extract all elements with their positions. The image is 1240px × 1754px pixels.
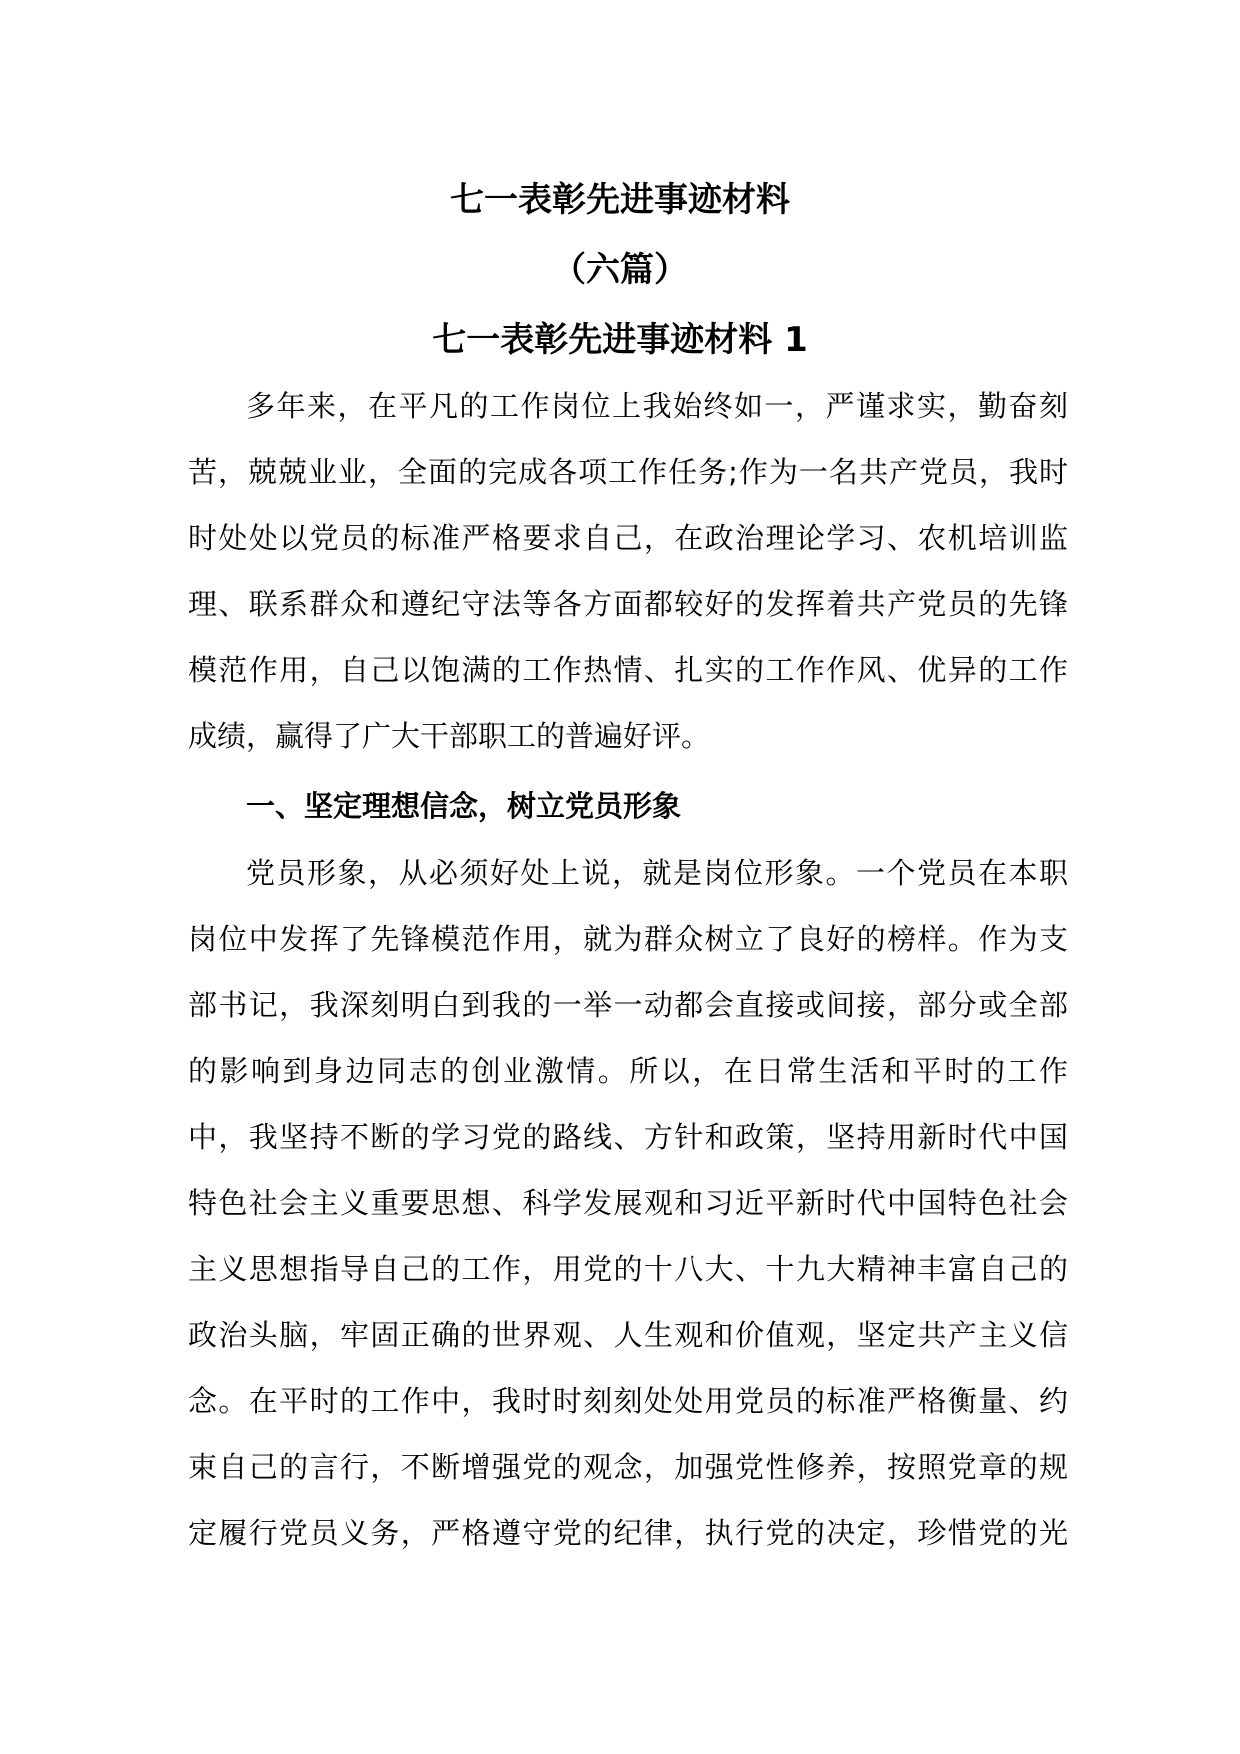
document-subtitle: （六篇） — [552, 250, 688, 290]
paragraph-line: 政治头脑，牢固正确的世界观、人生观和价值观，坚定共产主义信 — [188, 1318, 1068, 1352]
paragraph-line: 时处处以党员的标准严格要求自己，在政治理论学习、农机培训监 — [188, 521, 1068, 555]
paragraph-line: 模范作用，自己以饱满的工作热情、扎实的工作作风、优异的工作 — [188, 653, 1068, 687]
paragraph-2 — [188, 851, 1068, 1577]
document-title: 七一表彰先进事迹材料 — [450, 180, 790, 220]
paragraph-line: 岗位中发挥了先锋模范作用，就为群众树立了良好的榜样。作为支 — [188, 922, 1068, 956]
paragraph-line: 主义思想指导自己的工作，用党的十八大、十九大精神丰富自己的 — [188, 1252, 1068, 1286]
paragraph-line: 多年来，在平凡的工作岗位上我始终如一，严谨求实，勤奋刻 — [246, 389, 1068, 423]
paragraph-line: 苦，兢兢业业，全面的完成各项工作任务;作为一名共产党员，我时 — [188, 455, 1068, 489]
paragraph-line: 特色社会主义重要思想、科学发展观和习近平新时代中国特色社会 — [188, 1186, 1068, 1220]
paragraph-line: 的影响到身边同志的创业激情。所以，在日常生活和平时的工作 — [188, 1054, 1068, 1088]
section-heading: 一、坚定理想信念，树立党员形象 — [246, 789, 682, 823]
paragraph-line: 党员形象，从必须好处上说，就是岗位形象。一个党员在本职 — [246, 856, 1068, 890]
part-title: 七一表彰先进事迹材料 1 — [432, 320, 808, 360]
paragraph-line: 部书记，我深刻明白到我的一举一动都会直接或间接，部分或全部 — [188, 988, 1068, 1022]
paragraph-line: 中，我坚持不断的学习党的路线、方针和政策，坚持用新时代中国 — [188, 1120, 1068, 1154]
section-heading-block — [188, 784, 1068, 828]
paragraph-line: 理、联系群众和遵纪守法等各方面都较好的发挥着共产党员的先锋 — [188, 587, 1068, 621]
paragraph-line: 念。在平时的工作中，我时时刻刻处处用党员的标准严格衡量、约 — [188, 1384, 1068, 1418]
paragraph-line: 束自己的言行，不断增强党的观念，加强党性修养，按照党章的规 — [188, 1450, 1068, 1484]
paragraph-line: 定履行党员义务，严格遵守党的纪律，执行党的决定，珍惜党的光 — [188, 1516, 1068, 1550]
paragraph-1 — [188, 384, 1068, 780]
paragraph-line: 成绩，赢得了广大干部职工的普遍好评。 — [188, 719, 711, 753]
